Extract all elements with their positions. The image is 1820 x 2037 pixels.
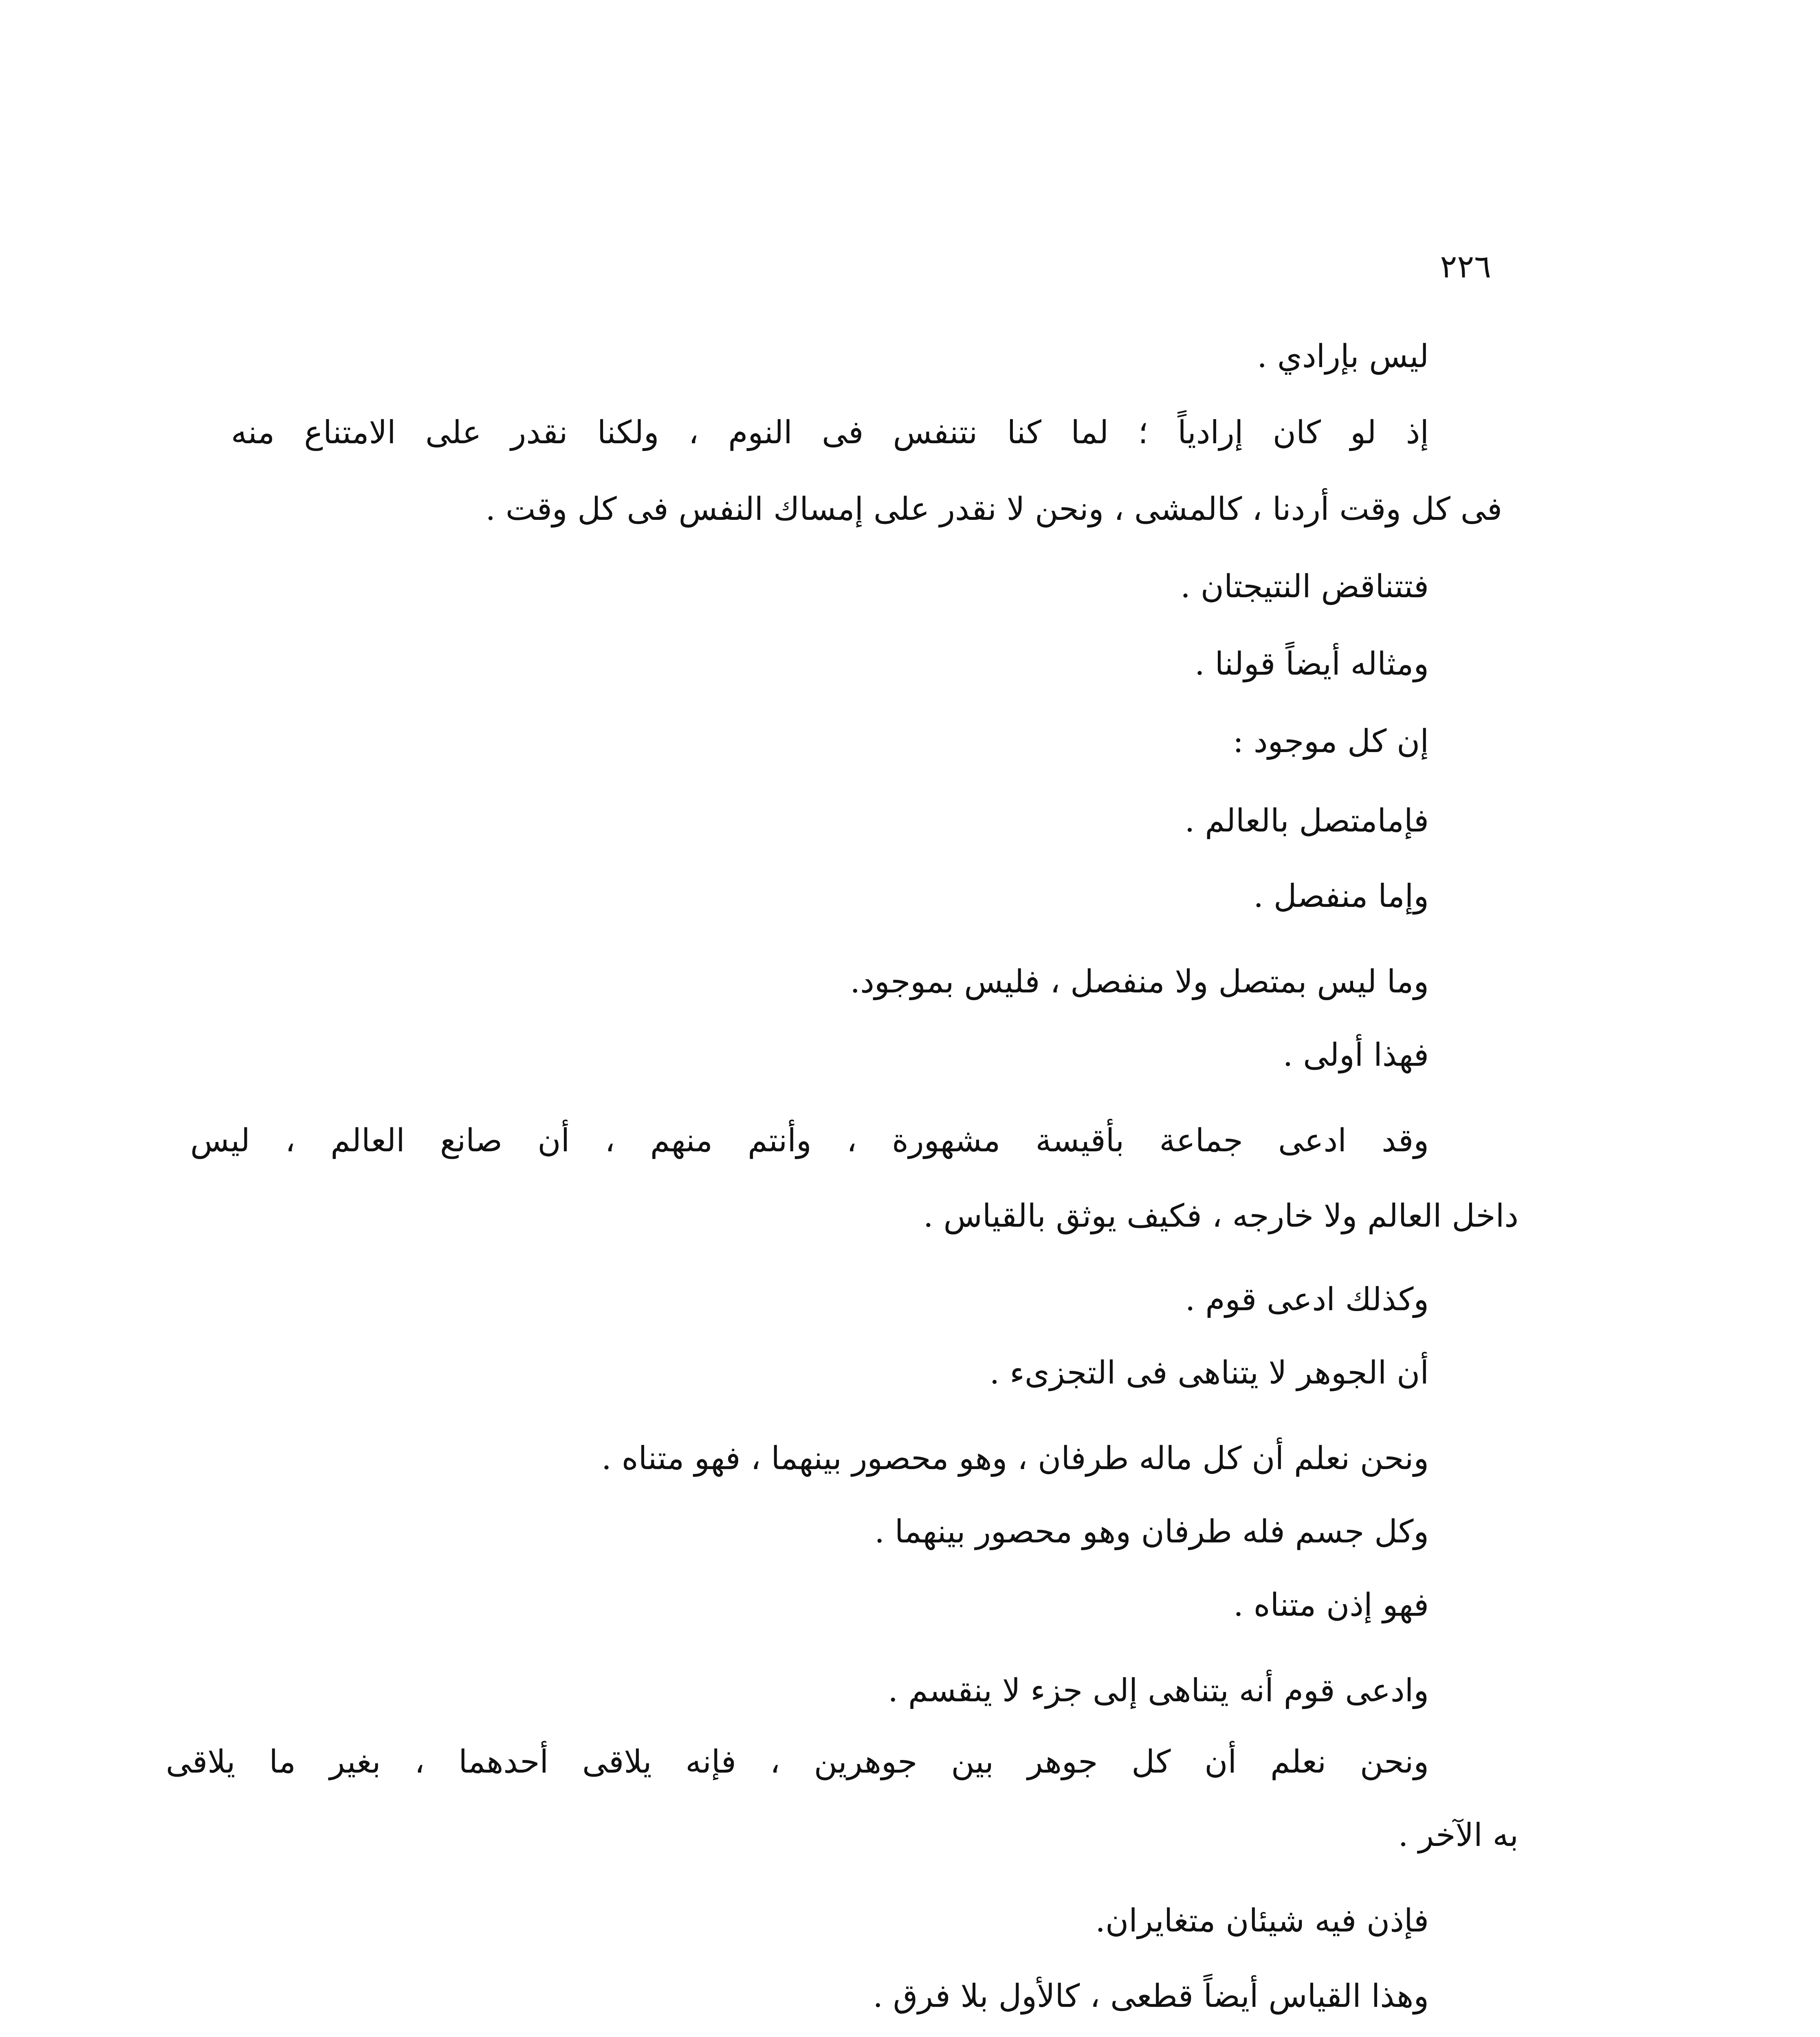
text-line: وادعى قوم أنه يتناهى إلى جزء لا ينقسم .	[888, 1672, 1429, 1709]
text-line: به الآخر .	[1398, 1817, 1519, 1854]
text-line: فإمامتصل بالعالم .	[1184, 803, 1429, 839]
text-line: فهو إذن متناه .	[1233, 1587, 1429, 1623]
text-line: إن كل موجود :	[1232, 723, 1429, 760]
text-line: وإما منفصل .	[1253, 878, 1429, 915]
text-line: داخل العالم ولا خارجه ، فكيف يوثق بالقياس .	[923, 1198, 1519, 1234]
text-line: وكذلك ادعى قوم .	[1185, 1281, 1429, 1318]
text-line: فتتناقض النتيجتان .	[1180, 568, 1429, 605]
text-line: فى كل وقت أردنا ، كالمشى ، ونحن لا نقدر على إمساك النفس فى كل وقت .	[485, 491, 1502, 528]
text-line: ونحن نعلم أن كل ماله طرفان ، وهو محصور بينهما ، فهو متناه .	[601, 1440, 1429, 1477]
text-line: وكل جسم فله طرفان وهو محصور بينهما .	[874, 1513, 1429, 1550]
text-line: وما ليس بمتصل ولا منفصل ، فليس بموجود.	[850, 964, 1429, 1000]
text-line: فإذن فيه شيئان متغايران.	[1095, 1903, 1429, 1939]
text-line: ليس بإرادي .	[1257, 338, 1429, 375]
text-line: إذ لو كان إرادياً ؛ لما كنا نتنفس فى النوم ، ولكنا نقدر على الامتناع منه	[231, 414, 1429, 451]
text-line: ومثاله أيضاً قولنا .	[1195, 646, 1429, 682]
text-line: فهذا أولى .	[1283, 1037, 1429, 1073]
text-line: ونحن نعلم أن كل جوهر بين جوهرين ، فإنه يلاقى أحدهما ، بغير ما يلاقى	[166, 1744, 1429, 1780]
text-line: وقد ادعى جماعة بأقيسة مشهورة ، وأنتم منهم ، أن صانع العالم ، ليس	[190, 1122, 1429, 1159]
text-line: أن الجوهر لا يتناهى فى التجزىء .	[989, 1355, 1429, 1391]
page-number: ٢٢٦	[1440, 249, 1491, 285]
text-line: وهذا القياس أيضاً قطعى ، كالأول بلا فرق .	[873, 1978, 1429, 2015]
